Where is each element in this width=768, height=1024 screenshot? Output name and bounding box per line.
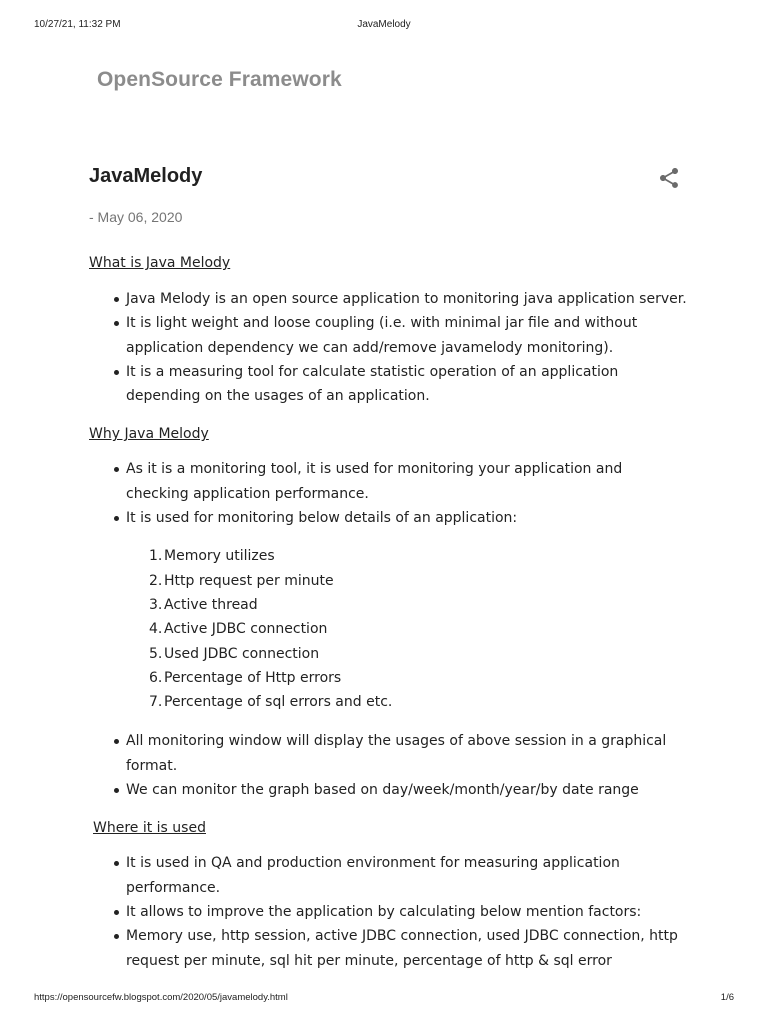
list-item: All monitoring window will display the usages of above session in a graphical format. [89,729,689,778]
post-date: - May 06, 2020 [89,209,183,225]
numbered-item: 3. Active thread [149,596,258,613]
what-list [89,287,689,408]
share-button[interactable] [657,166,681,190]
print-url[interactable]: https://opensourcefw.blogspot.com/2020/05/javamelody.html [34,992,288,1003]
monitoring-details-list [89,544,689,714]
why-list [89,457,689,530]
print-datetime: 10/27/21, 11:32 PM [34,19,121,30]
print-header [34,19,734,33]
why-list-continued [89,729,689,802]
where-list [89,851,689,972]
heading-why: Why Java Melody [89,426,209,443]
print-page-title: JavaMelody [357,19,411,30]
numbered-item: 2. Http request per minute [149,572,334,589]
list-item: Memory use, http session, active JDBC connection, used JDBC connection, http request per minute, sql hit per minute, percentage of http & sql error [89,924,689,973]
list-item: It is a measuring tool for calculate statistic operation of an application depending on the usages of an application. [89,360,689,409]
list-item: It is used for monitoring below details of an application: [89,506,689,530]
list-item: Java Melody is an open source application to monitoring java application server. [89,287,689,311]
share-icon [657,166,681,190]
post-title: JavaMelody [89,165,203,187]
blog-title[interactable]: OpenSource Framework [97,68,342,91]
heading-where-used: Where it is used [93,820,206,837]
numbered-item: 1. Memory utilizes [149,548,275,565]
list-item: It is used in QA and production environment for measuring application performance. [89,851,689,900]
post-body [89,251,689,973]
numbered-item: 4. Active JDBC connection [149,621,328,638]
heading-what-is: What is Java Melody [89,255,231,271]
numbered-item: 6. Percentage of Http errors [149,669,342,686]
list-item: As it is a monitoring tool, it is used for monitoring your application and checking application performance. [89,457,689,506]
list-item: It is light weight and loose coupling (i.e. with minimal jar file and without application dependency we can add/remove javamelody monitoring). [89,311,689,360]
print-footer [34,992,734,1006]
list-item: It allows to improve the application by calculating below mention factors: [89,900,689,924]
numbered-item: 5. Used JDBC connection [149,645,320,662]
numbered-item: 7. Percentage of sql errors and etc. [149,694,393,711]
list-item: We can monitor the graph based on day/week/month/year/by date range [89,778,689,802]
page-number: 1/6 [720,992,734,1003]
